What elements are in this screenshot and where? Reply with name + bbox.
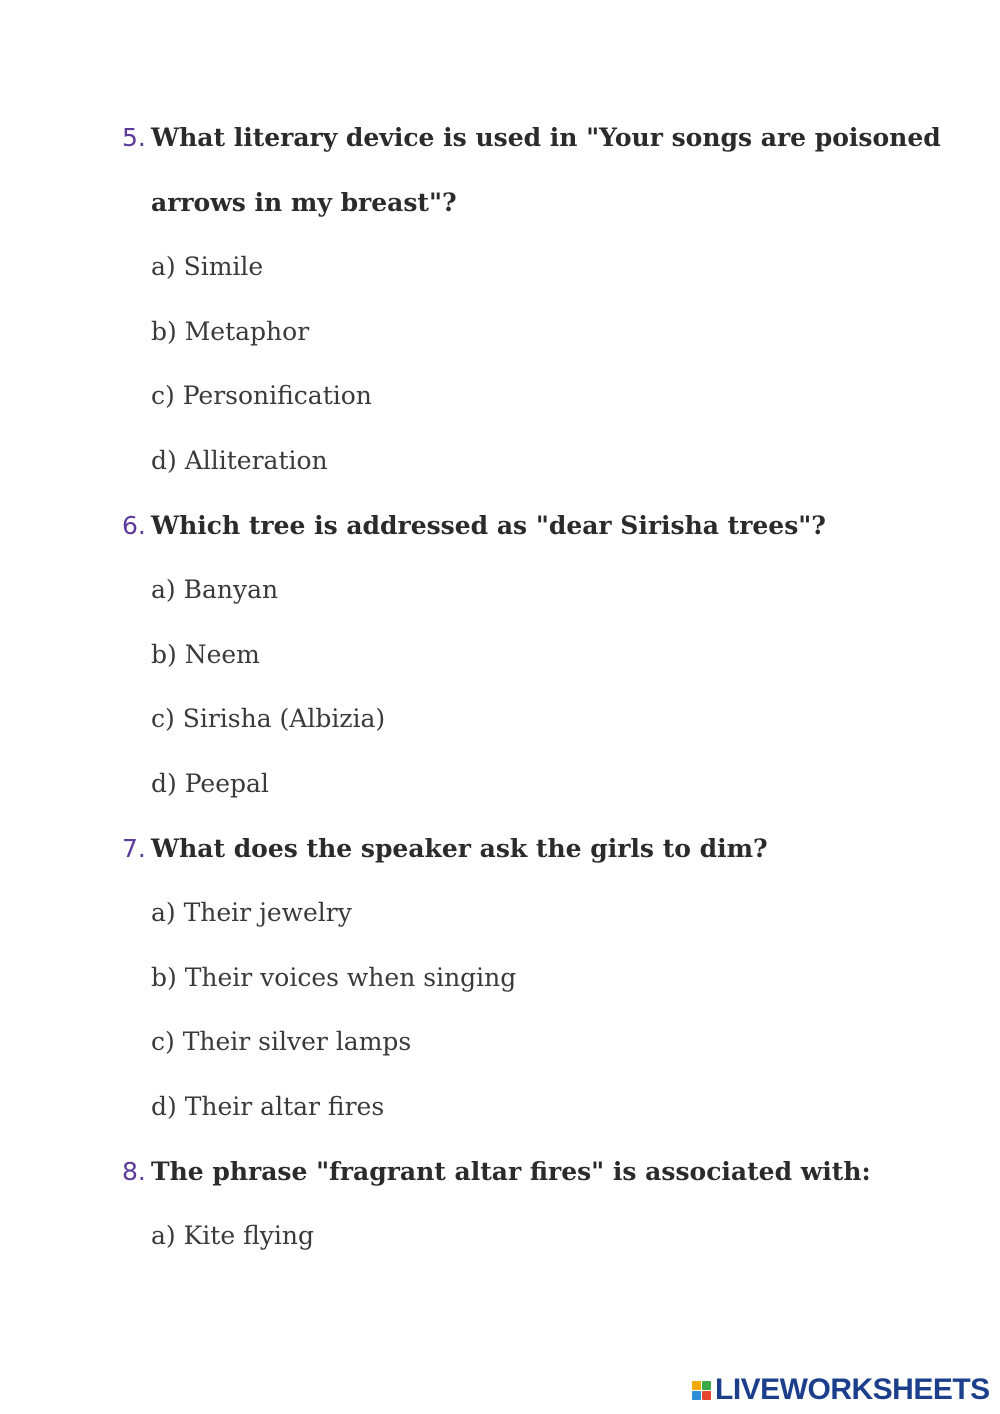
- option-c[interactable]: c) Sirisha (Albizia): [151, 704, 386, 733]
- logo-mark-icon: [692, 1381, 711, 1400]
- option-a[interactable]: a) Kite flying: [151, 1221, 314, 1250]
- question-number: 8.: [122, 1157, 146, 1186]
- question-text: What does the speaker ask the girls to dim?: [151, 834, 768, 863]
- question-7: [122, 835, 902, 863]
- liveworksheets-logo[interactable]: [692, 1374, 990, 1406]
- option-b[interactable]: b) Neem: [151, 640, 260, 669]
- brand-name: LIVEWORKSHEETS: [715, 1373, 990, 1406]
- logo-square-icon: [702, 1381, 711, 1390]
- option-b[interactable]: b) Their voices when singing: [151, 963, 517, 992]
- question-text: What literary device is used in "Your songs are poisoned: [151, 123, 941, 152]
- option-c[interactable]: c) Their silver lamps: [151, 1027, 412, 1056]
- option-d[interactable]: d) Peepal: [151, 769, 269, 798]
- question-8: [122, 1158, 902, 1186]
- logo-square-icon: [692, 1391, 701, 1400]
- question-number: 6.: [122, 511, 146, 540]
- option-a[interactable]: a) Simile: [151, 252, 264, 281]
- question-6: [122, 512, 902, 540]
- logo-square-icon: [702, 1391, 711, 1400]
- question-text-continued: arrows in my breast"?: [151, 188, 457, 217]
- option-a[interactable]: a) Banyan: [151, 575, 279, 604]
- option-d[interactable]: d) Alliteration: [151, 446, 328, 475]
- question-text: Which tree is addressed as "dear Sirisha trees"?: [151, 511, 826, 540]
- question-number: 5.: [122, 123, 146, 152]
- option-d[interactable]: d) Their altar fires: [151, 1092, 385, 1121]
- question-5: [122, 123, 941, 152]
- question-text: The phrase "fragrant altar fires" is associated with:: [151, 1157, 871, 1186]
- logo-square-icon: [692, 1381, 701, 1390]
- option-b[interactable]: b) Metaphor: [151, 317, 310, 346]
- option-a[interactable]: a) Their jewelry: [151, 898, 352, 927]
- question-number: 7.: [122, 834, 146, 863]
- option-c[interactable]: c) Personification: [151, 381, 372, 410]
